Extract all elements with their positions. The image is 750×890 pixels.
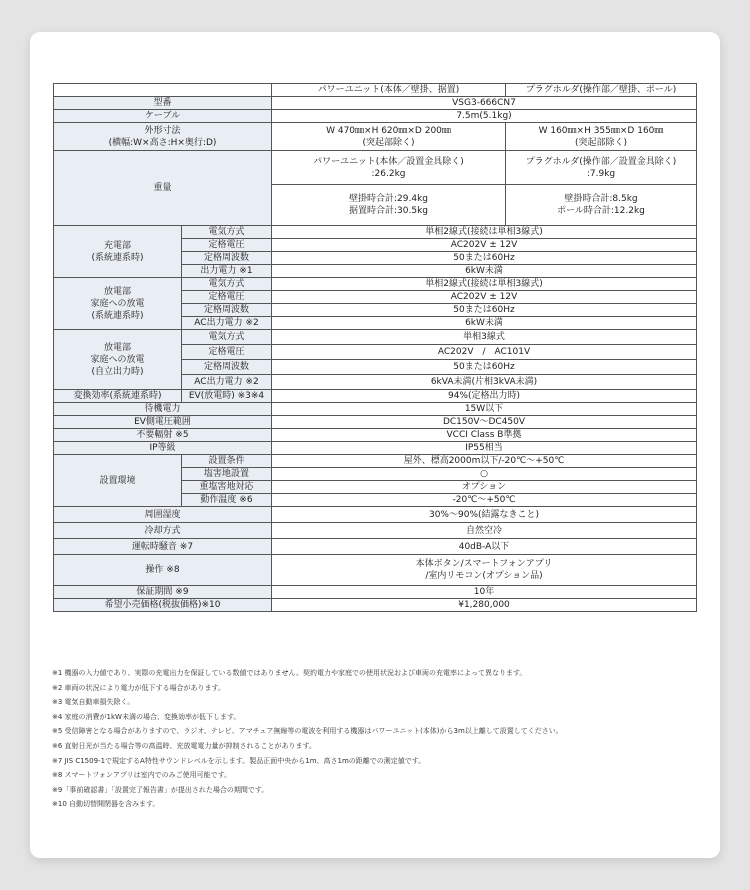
row-label-noise: 運転時騒音 ※7 [54, 539, 272, 555]
header-power-unit: パワーユニット(本体／壁掛、据置) [272, 84, 506, 97]
table-cell: AC202V / AC101V [272, 345, 697, 360]
table-cell: 屋外、標高2000m以下/-20℃〜+50℃ [272, 455, 697, 468]
table-cell: 6kW未満 [272, 265, 697, 278]
table-row [54, 151, 697, 185]
value-weight-power-unit-total: 壁掛時合計:29.4kg 据置時合計:30.5kg [272, 185, 506, 226]
table-row [54, 455, 697, 468]
table-cell: AC202V ± 12V [272, 239, 697, 252]
footnote: ※8 スマートフォンアプリは室内でのみご使用可能です。 [52, 771, 232, 780]
row-label-cooling: 冷却方式 [54, 523, 272, 539]
header-blank-cell [54, 84, 272, 97]
sub-label: 定格電圧 [182, 239, 272, 252]
table-row [54, 442, 697, 455]
sub-label: 重塩害地対応 [182, 481, 272, 494]
value-operation: 本体ボタン/スマートフォンアプリ /室内リモコン(オプション品) [272, 555, 697, 586]
table-row [54, 390, 697, 403]
row-label-emission: 不要輻射 ※5 [54, 429, 272, 442]
sub-label: AC出力電力 ※2 [182, 375, 272, 390]
table-row [54, 110, 697, 123]
table-row [54, 330, 697, 345]
table-row [54, 599, 697, 612]
table-row [54, 97, 697, 110]
header-plug-holder: プラグホルダ(操作部／壁掛、ポール) [506, 84, 697, 97]
group-label-install: 設置環境 [54, 455, 182, 507]
group-label-charge: 充電部 (系統連系時) [54, 226, 182, 278]
value-standby: 15W以下 [272, 403, 697, 416]
sub-label: 定格電圧 [182, 291, 272, 304]
value-weight-plug-holder: プラグホルダ(操作部／設置金具除く) :7.9kg [506, 151, 697, 185]
sub-label: 電気方式 [182, 278, 272, 291]
sub-label: 設置条件 [182, 455, 272, 468]
table-cell: 6kW未満 [272, 317, 697, 330]
sub-label: 定格周波数 [182, 304, 272, 317]
table-row [54, 278, 697, 291]
row-label-price: 希望小売価格(税抜価格)※10 [54, 599, 272, 612]
value-dimensions-power-unit: W 470㎜×H 620㎜×D 200㎜ (突起部除く) [272, 123, 506, 151]
table-row [54, 507, 697, 523]
row-label-ev-voltage: EV側電圧範囲 [54, 416, 272, 429]
row-label-dimensions: 外形寸法 (横幅:W×高さ:H×奥行:D) [54, 123, 272, 151]
table-row [54, 555, 697, 586]
table-cell: 単相2線式(接続は単相3線式) [272, 226, 697, 239]
footnotes [52, 666, 702, 812]
table-cell: オプション [272, 481, 697, 494]
table-row [54, 586, 697, 599]
table-cell: 50または60Hz [272, 360, 697, 375]
footnote: ※5 受信障害となる場合がありますので、ラジオ、テレビ、アマチュア無線等の電波を利用する機器はパワーユニット(本体)から3m以上離して設置してください。 [52, 727, 563, 736]
spec-table [53, 83, 697, 612]
table-row [54, 226, 697, 239]
table-cell: ○ [272, 468, 697, 481]
value-weight-plug-holder-total: 壁掛時合計:8.5kg ポール時合計:12.2kg [506, 185, 697, 226]
row-label-efficiency: 変換効率(系統連系時) [54, 390, 182, 403]
row-label-weight: 重量 [54, 151, 272, 226]
footnote: ※1 機器の入力値であり、実際の充電出力を保証している数値ではありません。契約電力や家庭での使用状況および車両の充電率によって異なります。 [52, 669, 527, 677]
table-row [54, 429, 697, 442]
row-label-standby: 待機電力 [54, 403, 272, 416]
footnote: ※4 家庭の消費が1kW未満の場合、変換効率が低下します。 [52, 712, 241, 721]
value-efficiency: 94%(定格出力時) [272, 390, 697, 403]
table-row [54, 416, 697, 429]
value-ip: IP55相当 [272, 442, 697, 455]
value-noise: 40dB-A以下 [272, 539, 697, 555]
sub-label: AC出力電力 ※2 [182, 317, 272, 330]
table-cell: 50または60Hz [272, 304, 697, 317]
sub-label: 定格電圧 [182, 345, 272, 360]
table-cell: -20℃〜+50℃ [272, 494, 697, 507]
sub-label: 塩害地設置 [182, 468, 272, 481]
sub-label-efficiency: EV(放電時) ※3※4 [182, 390, 272, 403]
footnote: ※9「事前確認書」「設置完了報告書」が提出された場合の期間です。 [52, 785, 269, 794]
table-header-row [54, 84, 697, 97]
sub-label: 電気方式 [182, 226, 272, 239]
row-label-model: 型番 [54, 97, 272, 110]
sub-label: 定格周波数 [182, 360, 272, 375]
value-cooling: 自然空冷 [272, 523, 697, 539]
footnote: ※3 電気自動車損失除く。 [52, 698, 135, 707]
footnote: ※2 車両の状況により電力が低下する場合があります。 [52, 683, 225, 692]
value-warranty: 10年 [272, 586, 697, 599]
value-ev-voltage: DC150V〜DC450V [272, 416, 697, 429]
group-label-discharge-grid: 放電部 家庭への放電 (系統連系時) [54, 278, 182, 330]
footnote: ※6 直射日光が当たる場合等の高温時、充放電電力量が抑制されることがあります。 [52, 741, 316, 750]
value-model: VSG3-666CN7 [272, 97, 697, 110]
value-price: ¥1,280,000 [272, 599, 697, 612]
table-row [54, 403, 697, 416]
row-label-cable: ケーブル [54, 110, 272, 123]
row-label-warranty: 保証期間 ※9 [54, 586, 272, 599]
sub-label: 動作温度 ※6 [182, 494, 272, 507]
footnote: ※7 JIS C1509-1で規定するA特性サウンドレベルを示します。製品正面中央から1m、高さ1mの距離での測定値です。 [52, 756, 426, 765]
table-cell: 単相2線式(接続は単相3線式) [272, 278, 697, 291]
table-cell: 50または60Hz [272, 252, 697, 265]
value-weight-power-unit: パワーユニット(本体／設置金具除く) :26.2kg [272, 151, 506, 185]
table-row [54, 123, 697, 151]
table-row [54, 539, 697, 555]
table-cell: AC202V ± 12V [272, 291, 697, 304]
value-cable: 7.5m(5.1kg) [272, 110, 697, 123]
sub-label: 電気方式 [182, 330, 272, 345]
table-cell: 単相3線式 [272, 330, 697, 345]
sub-label: 定格周波数 [182, 252, 272, 265]
footnote: ※10 自動切替開閉器を含みます。 [52, 800, 160, 809]
value-dimensions-plug-holder: W 160㎜×H 355㎜×D 160㎜ (突起部除く) [506, 123, 697, 151]
table-row [54, 523, 697, 539]
value-emission: VCCI Class B準拠 [272, 429, 697, 442]
value-humidity: 30%〜90%(結露なきこと) [272, 507, 697, 523]
row-label-humidity: 周囲湿度 [54, 507, 272, 523]
group-label-discharge-self: 放電部 家庭への放電 (自立出力時) [54, 330, 182, 390]
sub-label: 出力電力 ※1 [182, 265, 272, 278]
row-label-operation: 操作 ※8 [54, 555, 272, 586]
row-label-ip: IP等級 [54, 442, 272, 455]
table-cell: 6kVA未満(片相3kVA未満) [272, 375, 697, 390]
